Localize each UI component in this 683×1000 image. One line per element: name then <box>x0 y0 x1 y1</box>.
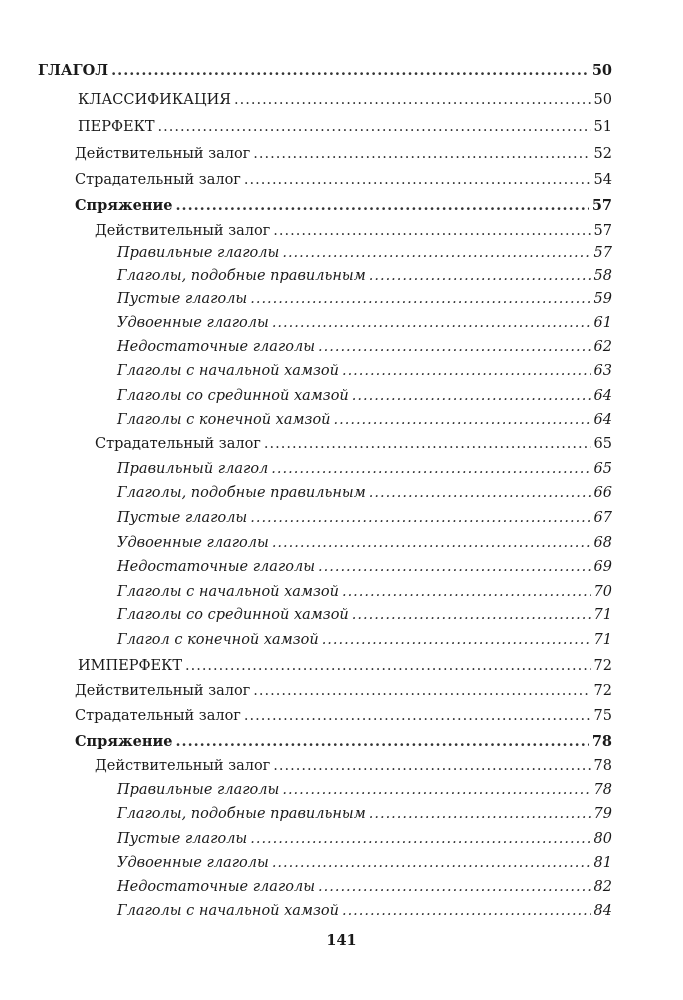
toc-entry <box>117 312 612 334</box>
toc-entry-page: 80 <box>593 831 612 847</box>
toc-entry-title: Действительный залог <box>75 146 251 162</box>
toc-entry-page: 72 <box>593 683 612 699</box>
toc-entry-page: 54 <box>593 172 612 188</box>
dot-leader <box>234 89 591 111</box>
toc-entry <box>117 336 612 358</box>
page-number: 141 <box>326 932 357 949</box>
toc-entry <box>117 803 612 825</box>
toc-entry <box>117 458 612 480</box>
toc-entry <box>95 433 612 455</box>
toc-entry <box>117 482 612 504</box>
toc-entry-title: Удвоенные глаголы <box>117 315 269 331</box>
toc-entry <box>78 655 612 677</box>
toc-entry <box>78 89 612 111</box>
toc-entry-page: 66 <box>593 485 612 501</box>
dot-leader <box>175 195 588 217</box>
toc-entry <box>117 581 612 603</box>
toc-entry <box>75 705 612 727</box>
dot-leader <box>342 581 591 603</box>
toc-entry-title: Удвоенные глаголы <box>117 535 269 551</box>
toc-entry-title: Страдательный залог <box>95 436 261 452</box>
toc-entry-page: 65 <box>593 461 612 477</box>
toc-entry <box>75 731 612 753</box>
toc-entry-page: 62 <box>593 339 612 355</box>
toc-entry-title: Глаголы со срединной хамзой <box>117 388 349 404</box>
toc-entry <box>117 828 612 850</box>
toc-entry-title: Недостаточные глаголы <box>117 559 316 575</box>
toc-entry <box>117 779 612 801</box>
toc-entry-title: Страдательный залог <box>75 172 241 188</box>
toc-entry-title: Глаголы с начальной хамзой <box>117 903 339 919</box>
toc-entry <box>75 195 612 217</box>
dot-leader <box>253 680 590 702</box>
toc-entry-title: Спряжение <box>75 733 173 750</box>
toc-entry <box>117 242 612 264</box>
dot-leader <box>158 116 591 138</box>
toc-entry-page: 84 <box>593 903 612 919</box>
toc-entry <box>117 532 612 554</box>
toc-entry-title: ИМПЕРФЕКТ <box>78 658 182 674</box>
toc-entry <box>95 755 612 777</box>
dot-leader <box>282 242 590 264</box>
toc-entry-page: 57 <box>593 245 612 261</box>
toc-entry-page: 59 <box>593 291 612 307</box>
dot-leader <box>253 143 590 165</box>
toc-entry-title: ПЕРФЕКТ <box>78 119 155 135</box>
dot-leader <box>334 409 591 431</box>
toc-entry-title: Глаголы с начальной хамзой <box>117 584 339 600</box>
toc-entry <box>117 360 612 382</box>
dot-leader <box>369 803 591 825</box>
toc-entry <box>117 556 612 578</box>
toc-entry <box>75 680 612 702</box>
toc-entry-page: 67 <box>593 510 612 526</box>
toc-entry-title: ГЛАГОЛ <box>38 62 109 79</box>
toc-entry-title: Глаголы с начальной хамзой <box>117 363 339 379</box>
toc-entry-title: Глаголы, подобные правильным <box>117 485 366 501</box>
dot-leader <box>244 705 591 727</box>
toc-entry-page: 50 <box>591 62 612 79</box>
toc-entry-page: 72 <box>593 658 612 674</box>
toc-entry <box>117 288 612 310</box>
dot-leader <box>264 433 591 455</box>
toc-entry <box>117 876 612 898</box>
dot-leader <box>273 220 590 242</box>
toc-entry-title: Глагол с конечной хамзой <box>117 632 319 648</box>
toc-entry-page: 81 <box>593 855 612 871</box>
toc-entry <box>38 60 612 82</box>
toc-entry-page: 58 <box>593 268 612 284</box>
toc-entry-page: 79 <box>593 806 612 822</box>
toc-entry-page: 69 <box>593 559 612 575</box>
toc-entry-title: Пустые глаголы <box>117 510 248 526</box>
dot-leader <box>318 556 591 578</box>
dot-leader <box>273 755 590 777</box>
dot-leader <box>250 507 590 529</box>
toc-entry <box>95 220 612 242</box>
dot-leader <box>322 629 591 651</box>
toc-entry-title: Правильные глаголы <box>117 782 280 798</box>
toc-entry-page: 78 <box>593 782 612 798</box>
toc-entry-page: 52 <box>593 146 612 162</box>
dot-leader <box>272 312 591 334</box>
dot-leader <box>185 655 591 677</box>
toc-entry-title: Спряжение <box>75 197 173 214</box>
toc-entry-title: Глаголы со срединной хамзой <box>117 607 349 623</box>
toc-entry-page: 63 <box>593 363 612 379</box>
toc-entry-page: 51 <box>593 119 612 135</box>
toc-entry-page: 50 <box>593 92 612 108</box>
dot-leader <box>352 385 591 407</box>
toc-entry-page: 82 <box>593 879 612 895</box>
dot-leader <box>282 779 590 801</box>
toc-entry-page: 57 <box>591 197 612 214</box>
toc-entry-page: 71 <box>593 632 612 648</box>
toc-entry-title: Глаголы с конечной хамзой <box>117 412 331 428</box>
toc-entry-title: Пустые глаголы <box>117 831 248 847</box>
dot-leader <box>175 731 588 753</box>
dot-leader <box>342 900 591 922</box>
dot-leader <box>271 458 590 480</box>
toc-entry-title: Действительный залог <box>75 683 251 699</box>
toc-entry-title: Пустые глаголы <box>117 291 248 307</box>
toc-entry-title: Страдательный залог <box>75 708 241 724</box>
toc-entry-page: 65 <box>593 436 612 452</box>
toc-entry-title: Удвоенные глаголы <box>117 855 269 871</box>
dot-leader <box>369 265 591 287</box>
toc-entry <box>75 169 612 191</box>
toc-entry <box>75 143 612 165</box>
toc-entry-page: 57 <box>593 223 612 239</box>
dot-leader <box>342 360 591 382</box>
toc-entry-page: 61 <box>593 315 612 331</box>
toc-entry-title: КЛАССИФИКАЦИЯ <box>78 92 232 108</box>
toc-entry-title: Глаголы, подобные правильным <box>117 268 366 284</box>
toc-entry <box>117 265 612 287</box>
dot-leader <box>250 828 590 850</box>
toc-entry <box>117 409 612 431</box>
toc-entry-page: 75 <box>593 708 612 724</box>
dot-leader <box>272 852 591 874</box>
dot-leader <box>272 532 591 554</box>
dot-leader <box>318 876 591 898</box>
toc-entry-title: Действительный залог <box>95 223 271 239</box>
toc-entry-page: 64 <box>593 412 612 428</box>
toc-entry-title: Глаголы, подобные правильным <box>117 806 366 822</box>
toc-entry-page: 78 <box>591 733 612 750</box>
toc-entry <box>117 507 612 529</box>
toc-entry-page: 78 <box>593 758 612 774</box>
toc-entry-page: 71 <box>593 607 612 623</box>
toc-entry-title: Действительный залог <box>95 758 271 774</box>
toc-entry <box>117 385 612 407</box>
toc-entry-page: 68 <box>593 535 612 551</box>
dot-leader <box>318 336 591 358</box>
dot-leader <box>111 60 589 82</box>
toc-entry <box>78 116 612 138</box>
dot-leader <box>244 169 591 191</box>
toc-entry-page: 70 <box>593 584 612 600</box>
toc-entry <box>117 900 612 922</box>
dot-leader <box>352 604 591 626</box>
toc-entry <box>117 852 612 874</box>
toc-entry <box>117 604 612 626</box>
toc-entry-page: 64 <box>593 388 612 404</box>
dot-leader <box>250 288 590 310</box>
toc-entry <box>117 629 612 651</box>
toc-entry-title: Правильный глагол <box>117 461 269 477</box>
dot-leader <box>369 482 591 504</box>
toc-entry-title: Недостаточные глаголы <box>117 879 316 895</box>
toc-entry-title: Недостаточные глаголы <box>117 339 316 355</box>
toc-entry-title: Правильные глаголы <box>117 245 280 261</box>
